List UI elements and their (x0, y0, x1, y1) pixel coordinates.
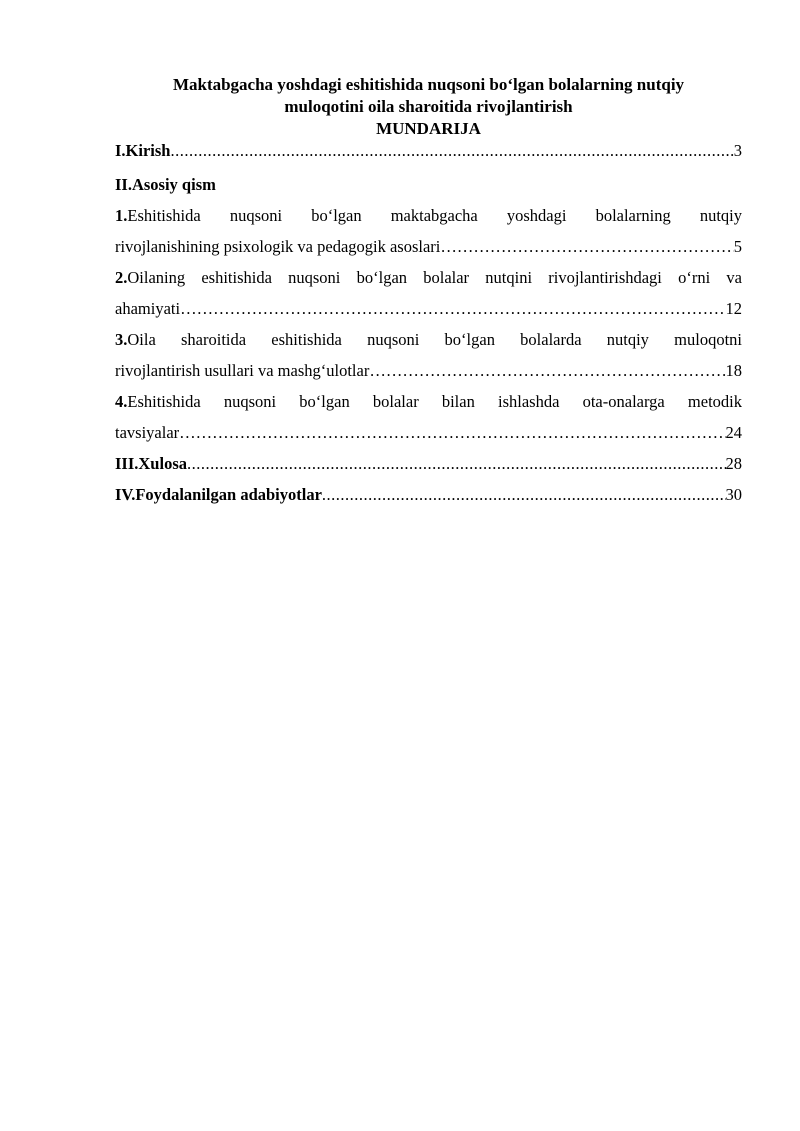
toc-entry-text: ahamiyati (115, 299, 181, 318)
document-title-line-2: muloqotini oila sharoitida rivojlantirish (284, 97, 573, 116)
toc-entry-item-1 (115, 200, 742, 262)
toc-leader-dots (369, 355, 725, 386)
toc-page-number: 28 (725, 454, 742, 473)
toc-entry-number: 3. (115, 330, 128, 349)
toc-entry-text: tavsiyalar (115, 423, 180, 442)
toc-entry-main-part: II.Asosiy qism (115, 175, 216, 194)
toc-leader-dots (440, 231, 733, 262)
toc-entry-text: rivojlanishining psixologik va pedagogik asoslari (115, 237, 441, 256)
toc-leader-dots (170, 140, 733, 162)
toc-leader-dots (187, 448, 726, 479)
toc-entry-item-2 (115, 262, 742, 324)
toc-entry-label: IV.Foydalanilgan adabiyotlar (115, 485, 322, 504)
toc-entry-number: 1. (115, 206, 128, 225)
toc-entry-line (115, 324, 742, 355)
toc-leader-dots (322, 479, 726, 510)
toc-page-number: 24 (725, 423, 742, 442)
toc-page-number: 5 (733, 237, 742, 256)
toc-entry-text: Eshitishida nuqsoni bo‘lgan maktabgacha yoshdagi bolalarning nutqiy (127, 206, 742, 225)
toc-entry-number: 2. (115, 268, 128, 287)
toc-entry-references (115, 479, 742, 510)
toc-entry-intro (115, 140, 742, 162)
toc-entry-line (115, 262, 742, 293)
toc-page-number: 12 (725, 299, 742, 318)
document-title-line-1: Maktabgacha yoshdagi eshitishida nuqsoni bo‘lgan bolalarning nutqiy (172, 75, 685, 94)
toc-entry-label: III.Xulosa (115, 454, 187, 473)
document-page (115, 74, 742, 510)
toc-entry-conclusion (115, 448, 742, 479)
toc-entry-line (115, 417, 742, 448)
toc-leader-dots (179, 417, 725, 448)
toc-entry-text: Oila sharoitida eshitishida nuqsoni bo‘lgan bolalarda nutqiy muloqotni (127, 330, 742, 349)
toc-entry-line (115, 200, 742, 231)
toc-page-number: 30 (725, 485, 742, 504)
toc-entry-text: Oilaning eshitishida nuqsoni bo‘lgan bolalar nutqini rivojlantirishdagi o‘rni va (127, 268, 742, 287)
toc-entry-item-4 (115, 386, 742, 448)
toc-leader-dots (180, 293, 725, 324)
toc-entry-line (115, 386, 742, 417)
toc-entry-line (115, 355, 742, 386)
toc-entry-line (115, 293, 742, 324)
toc-heading: MUNDARIJA (376, 119, 481, 138)
toc-entry-line (115, 231, 742, 262)
toc-entry-number: 4. (115, 392, 128, 411)
toc-page-number: 3 (733, 141, 742, 160)
toc-entry-text: Eshitishida nuqsoni bo‘lgan bolalar bilan ishlashda ota-onalarga metodik (127, 392, 742, 411)
toc-entry-label: I.Kirish (115, 141, 171, 160)
toc-entry-item-3 (115, 324, 742, 386)
toc-entry-text: rivojlantirish usullari va mashg‘ulotlar (115, 361, 370, 380)
toc-page-number: 18 (725, 361, 742, 380)
